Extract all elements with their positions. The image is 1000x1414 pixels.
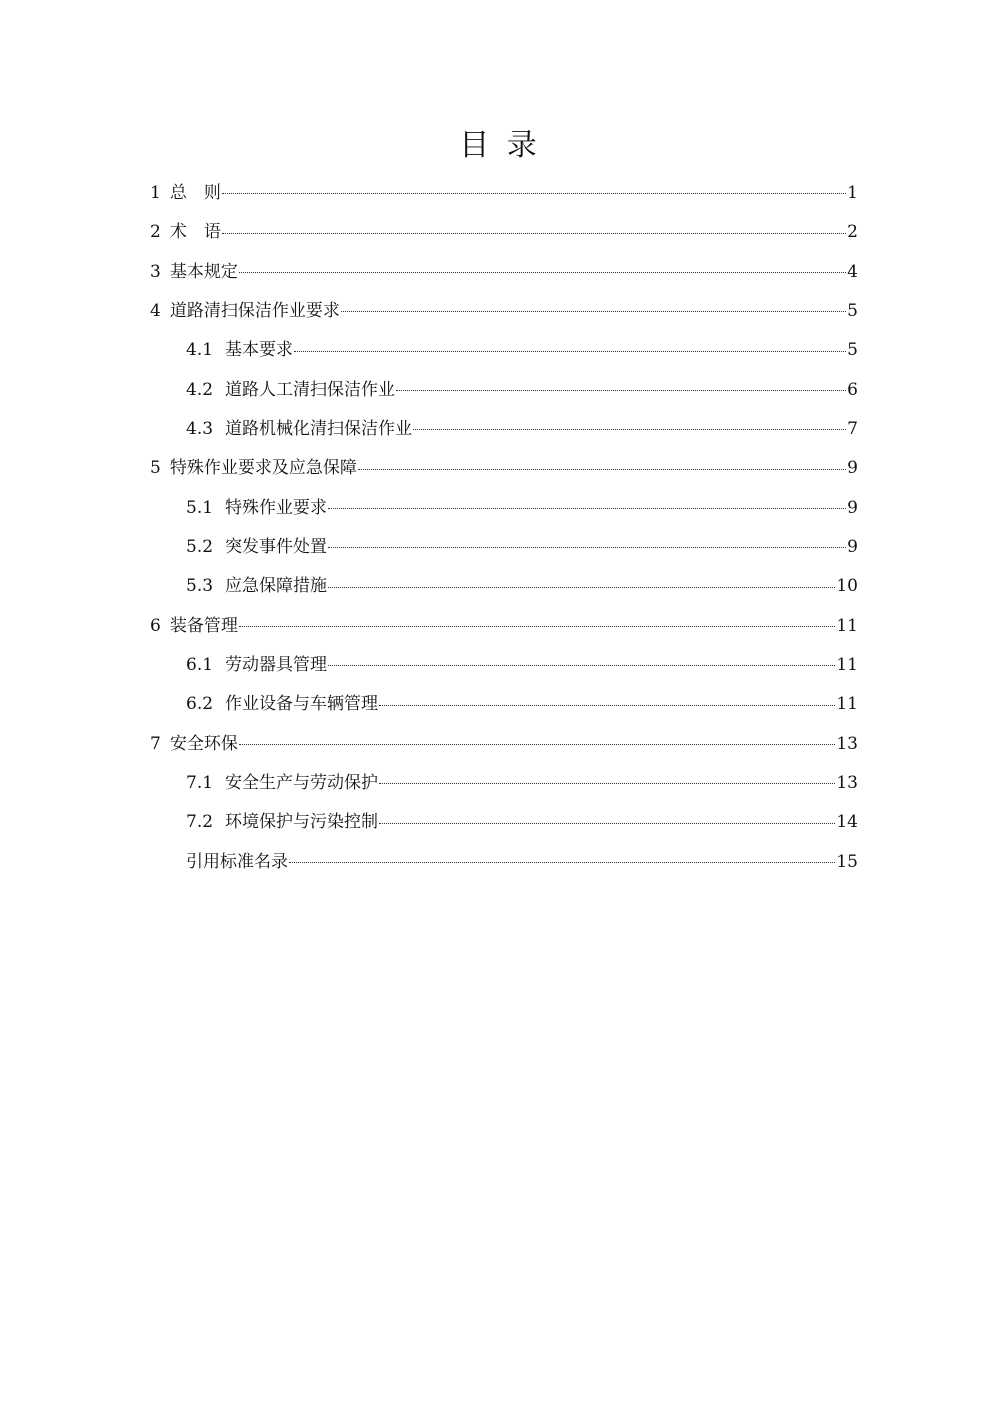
dot-leader [294, 350, 846, 352]
entry-title: 基本要求 [225, 340, 294, 361]
entry-title: 突发事件处置 [225, 536, 328, 557]
toc-entry-references[interactable] [150, 843, 858, 882]
entry-title: 基本规定 [169, 261, 238, 282]
entry-page-number: 13 [836, 733, 858, 754]
toc-entry-7-1[interactable] [150, 764, 858, 803]
entry-page-number: 4 [847, 261, 858, 282]
dot-leader [358, 468, 846, 470]
dot-leader [413, 428, 846, 430]
entry-page-number: 10 [836, 576, 858, 597]
dot-leader [239, 625, 836, 627]
entry-title: 环境保护与污染控制 [225, 812, 379, 833]
toc-entry-5-3[interactable] [150, 567, 858, 606]
toc-entry-4[interactable] [150, 292, 858, 331]
dot-leader [328, 586, 835, 588]
toc-entry-4-3[interactable] [150, 410, 858, 449]
toc-entry-7-2[interactable] [150, 803, 858, 842]
entry-number: 1 [150, 183, 161, 203]
entry-page-number: 11 [836, 694, 858, 715]
toc-entry-6-2[interactable] [150, 685, 858, 724]
toc-entry-5[interactable] [150, 449, 858, 488]
entry-page-number: 5 [847, 300, 858, 321]
entry-title: 道路机械化清扫保洁作业 [225, 418, 413, 439]
entry-title: 引用标准名录 [186, 851, 288, 872]
entry-title: 道路人工清扫保洁作业 [225, 379, 396, 400]
entry-number: 5.1 [186, 497, 214, 518]
entry-page-number: 9 [847, 497, 858, 518]
toc-entry-5-2[interactable] [150, 528, 858, 567]
entry-page-number: 11 [836, 654, 858, 675]
toc-entry-4-2[interactable] [150, 371, 858, 410]
entry-number: 6.1 [186, 654, 214, 675]
entry-title: 安全生产与劳动保护 [225, 772, 379, 793]
dot-leader [341, 310, 846, 312]
entry-number: 4.3 [186, 418, 214, 439]
entry-page-number: 11 [836, 615, 858, 636]
toc-entry-7[interactable] [150, 725, 858, 764]
toc-entry-2[interactable] [150, 213, 858, 252]
entry-number: 3 [150, 261, 161, 282]
dot-leader [328, 507, 846, 509]
toc-entry-3[interactable] [150, 253, 858, 292]
dot-leader [289, 861, 835, 863]
entry-number: 7.1 [186, 772, 214, 793]
entry-page-number: 7 [847, 418, 858, 439]
entry-page-number: 14 [836, 812, 858, 833]
entry-title: 作业设备与车辆管理 [225, 694, 379, 715]
dot-leader [222, 232, 846, 234]
dot-leader [328, 546, 846, 548]
entry-title: 装备管理 [169, 615, 238, 636]
toc-title: 目 录 [459, 128, 541, 163]
dot-leader [396, 389, 846, 391]
entry-number: 6 [150, 615, 161, 636]
entry-number: 5.3 [186, 576, 214, 597]
toc-entry-6[interactable] [150, 607, 858, 646]
dot-leader [239, 271, 846, 273]
entry-title: 安全环保 [169, 733, 238, 754]
entry-page-number: 6 [847, 379, 858, 400]
entry-title: 特殊作业要求 [225, 497, 328, 518]
dot-leader [379, 822, 835, 824]
toc-list [150, 174, 858, 882]
entry-title: 道路清扫保洁作业要求 [169, 300, 340, 321]
entry-page-number: 13 [836, 772, 858, 793]
dot-leader [379, 704, 835, 706]
entry-page-number: 2 [847, 222, 858, 243]
dot-leader [379, 782, 835, 784]
entry-number: 5.2 [186, 536, 214, 557]
entry-page-number: 1 [847, 183, 858, 203]
entry-page-number: 9 [847, 536, 858, 557]
dot-leader [328, 664, 835, 666]
entry-number: 4 [150, 300, 161, 321]
entry-title: 特殊作业要求及应急保障 [169, 458, 357, 479]
entry-number: 4.2 [186, 379, 214, 400]
entry-number: 2 [150, 222, 161, 243]
entry-page-number: 15 [836, 851, 858, 872]
entry-number: 7 [150, 733, 161, 754]
entry-title: 总 则 [169, 183, 221, 203]
toc-entry-1[interactable] [150, 174, 858, 213]
dot-leader [239, 743, 836, 745]
entry-title: 术 语 [169, 222, 221, 243]
entry-number: 5 [150, 458, 161, 479]
toc-entry-5-1[interactable] [150, 489, 858, 528]
entry-page-number: 5 [847, 340, 858, 361]
dot-leader [222, 192, 846, 194]
toc-entry-6-1[interactable] [150, 646, 858, 685]
entry-number: 6.2 [186, 694, 214, 715]
entry-number: 7.2 [186, 812, 214, 833]
entry-number: 4.1 [186, 340, 214, 361]
entry-page-number: 9 [847, 458, 858, 479]
entry-title: 应急保障措施 [225, 576, 328, 597]
toc-entry-4-1[interactable] [150, 331, 858, 370]
entry-title: 劳动器具管理 [225, 654, 328, 675]
